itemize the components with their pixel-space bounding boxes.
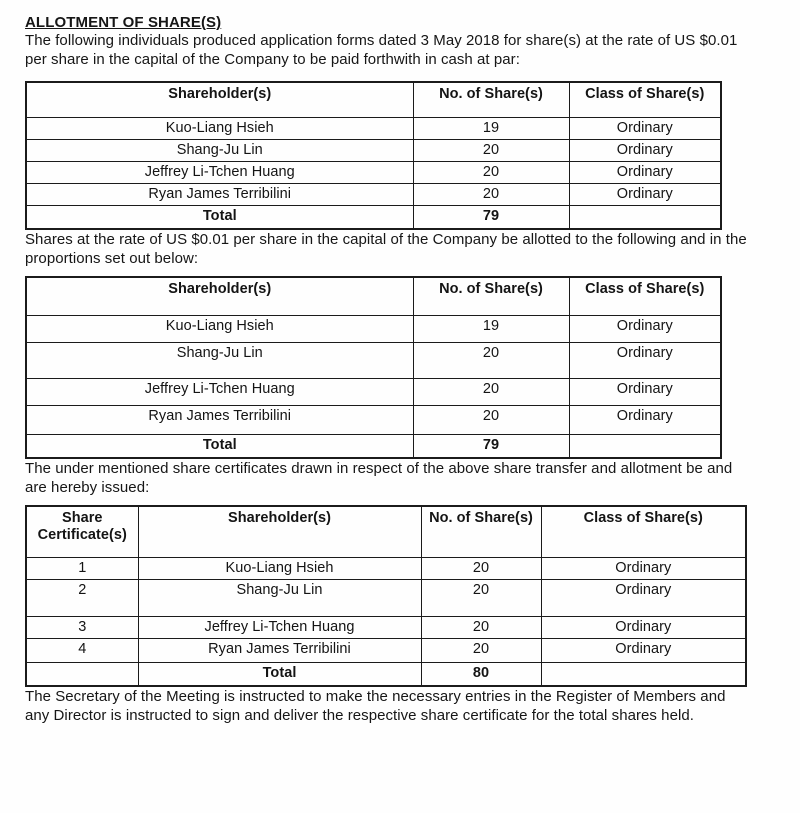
table-cell: 20 <box>421 616 541 638</box>
table-header <box>26 506 746 557</box>
table-cell: 20 <box>413 161 569 183</box>
table-header <box>26 82 721 117</box>
table-cell: 20 <box>421 638 541 662</box>
table-row <box>26 579 746 616</box>
total-label: Total <box>26 434 413 458</box>
table-cell: Ryan James Terribilini <box>26 183 413 205</box>
table-row <box>26 315 721 342</box>
column-header-class-of-shares: Class of Share(s) <box>569 82 721 117</box>
table-cell: 4 <box>26 638 138 662</box>
column-header-no-of-shares: No. of Share(s) <box>413 277 569 315</box>
table-cell: 2 <box>26 579 138 616</box>
empty-cell <box>569 434 721 458</box>
table-cell: 19 <box>413 117 569 139</box>
table-row <box>26 616 746 638</box>
empty-cell <box>569 205 721 229</box>
total-value: 79 <box>413 205 569 229</box>
table-row <box>26 161 721 183</box>
header-row <box>26 277 721 315</box>
table-cell: 19 <box>413 315 569 342</box>
table-cell: Jeffrey Li-Tchen Huang <box>138 616 421 638</box>
table-cell: Ordinary <box>569 117 721 139</box>
allotment-shares-table <box>25 276 722 459</box>
table-row <box>26 183 721 205</box>
total-row <box>26 662 746 686</box>
table-cell: Ordinary <box>541 579 746 616</box>
total-label: Total <box>138 662 421 686</box>
total-value: 80 <box>421 662 541 686</box>
table-cell: Shang-Ju Lin <box>26 139 413 161</box>
table-row <box>26 342 721 378</box>
table-cell: Kuo-Liang Hsieh <box>26 117 413 139</box>
table-cell: Shang-Ju Lin <box>26 342 413 378</box>
column-header-no-of-shares: No. of Share(s) <box>421 506 541 557</box>
table-header <box>26 277 721 315</box>
intro-paragraph: The following individuals produced application forms dated 3 May 2018 for share(s) at the rate of US $0.01 per share in the capital of the Company to be paid forthwith in cash at par: <box>25 32 738 68</box>
allotment-paragraph: Shares at the rate of US $0.01 per share in the capital of the Company be allotted to the following and in the proportions set out below: <box>25 231 747 267</box>
table-cell: Ordinary <box>569 183 721 205</box>
table-body <box>26 315 721 434</box>
table-cell: Ordinary <box>541 557 746 579</box>
table-cell: Jeffrey Li-Tchen Huang <box>26 378 413 405</box>
table-row <box>26 139 721 161</box>
share-certificates-table <box>25 505 747 687</box>
table-cell: 20 <box>413 378 569 405</box>
table-cell: Ordinary <box>541 638 746 662</box>
closing-paragraph: The Secretary of the Meeting is instructed to make the necessary entries in the Register of Members and any Director is instructed to sign and deliver the respective share certificate for the total shares held. <box>25 688 726 724</box>
table-cell: Ordinary <box>541 616 746 638</box>
table-cell: 20 <box>413 139 569 161</box>
total-label: Total <box>26 205 413 229</box>
table-cell: Ryan James Terribilini <box>26 405 413 434</box>
table-cell: Ryan James Terribilini <box>138 638 421 662</box>
table-cell: 20 <box>421 579 541 616</box>
header-row <box>26 82 721 117</box>
table-cell: Ordinary <box>569 315 721 342</box>
column-header-class-of-shares: Class of Share(s) <box>569 277 721 315</box>
table-row <box>26 557 746 579</box>
table-row <box>26 378 721 405</box>
page-title: ALLOTMENT OF SHARE(S) <box>25 14 222 31</box>
table-cell: 20 <box>413 183 569 205</box>
column-header-share-certificates: Share Certificate(s) <box>26 506 138 557</box>
column-header-class-of-shares: Class of Share(s) <box>541 506 746 557</box>
table-row <box>26 638 746 662</box>
empty-cell <box>26 662 138 686</box>
table-cell: Ordinary <box>569 342 721 378</box>
table-cell: Ordinary <box>569 161 721 183</box>
empty-cell <box>541 662 746 686</box>
table-cell: Kuo-Liang Hsieh <box>26 315 413 342</box>
table-cell: Ordinary <box>569 139 721 161</box>
column-header-shareholders: Shareholder(s) <box>138 506 421 557</box>
table-cell: 1 <box>26 557 138 579</box>
table-cell: Kuo-Liang Hsieh <box>138 557 421 579</box>
table-cell: 20 <box>421 557 541 579</box>
table-body <box>26 557 746 662</box>
column-header-no-of-shares: No. of Share(s) <box>413 82 569 117</box>
total-value: 79 <box>413 434 569 458</box>
header-row <box>26 506 746 557</box>
total-row <box>26 434 721 458</box>
column-header-shareholders: Shareholder(s) <box>26 82 413 117</box>
table-cell: 20 <box>413 405 569 434</box>
table-body <box>26 117 721 205</box>
table-cell: Ordinary <box>569 405 721 434</box>
table-row <box>26 405 721 434</box>
table-cell: 3 <box>26 616 138 638</box>
column-header-shareholders: Shareholder(s) <box>26 277 413 315</box>
table-cell: Shang-Ju Lin <box>138 579 421 616</box>
table-cell: Jeffrey Li-Tchen Huang <box>26 161 413 183</box>
table-cell: Ordinary <box>569 378 721 405</box>
certificates-paragraph: The under mentioned share certificates drawn in respect of the above share transfer and allotment be and are hereby issued: <box>25 460 733 496</box>
table-row <box>26 117 721 139</box>
table-cell: 20 <box>413 342 569 378</box>
total-row <box>26 205 721 229</box>
application-shares-table <box>25 81 722 230</box>
